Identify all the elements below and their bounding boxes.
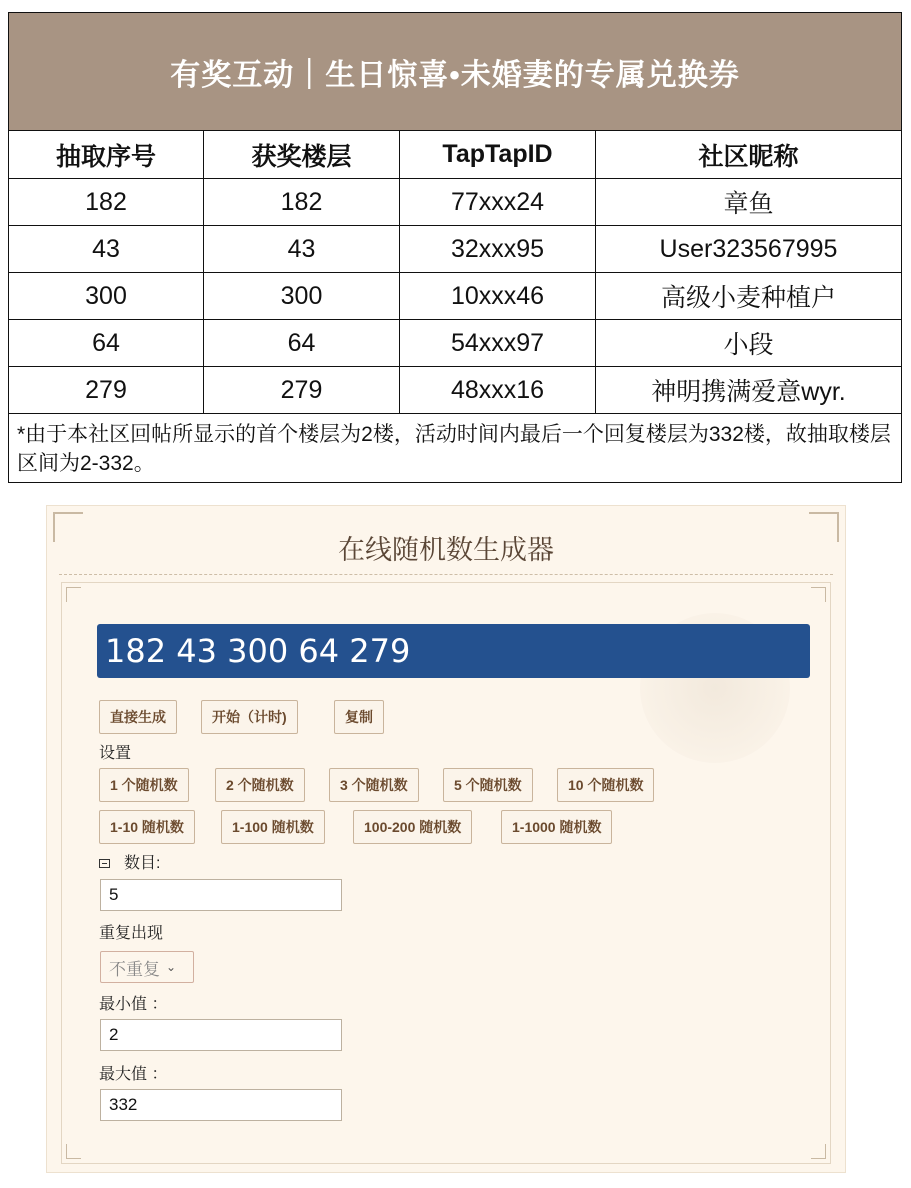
- range-1-10-button[interactable]: 1-10 随机数: [99, 810, 195, 844]
- table-cell: 43: [9, 226, 204, 273]
- table-cell: 章鱼: [596, 179, 901, 226]
- settings-label: 设置: [99, 745, 132, 762]
- winners-table: [8, 12, 902, 483]
- header-nickname: 社区昵称: [596, 131, 901, 179]
- table-cell: 高级小麦种植户: [596, 273, 901, 320]
- table-cell: 300: [204, 273, 400, 320]
- table-cell: 48xxx16: [400, 367, 596, 414]
- title-divider: [59, 574, 833, 575]
- table-cell: User323567995: [596, 226, 901, 273]
- table-cell: 279: [9, 367, 204, 414]
- generator-title: 在线随机数生成器: [338, 535, 554, 565]
- table-cell: 182: [9, 179, 204, 226]
- header-taptap-id: TapTapID: [400, 131, 596, 179]
- list-icon: [99, 859, 110, 868]
- count-label-row: [99, 850, 160, 873]
- table-cell: 10xxx46: [400, 273, 596, 320]
- range-1-100-button[interactable]: 1-100 随机数: [221, 810, 325, 844]
- table-cell: 32xxx95: [400, 226, 596, 273]
- start-timed-button[interactable]: 开始（计时): [201, 700, 298, 734]
- table-cell: 64: [204, 320, 400, 367]
- header-floor: 获奖楼层: [204, 131, 400, 179]
- table-cell: 64: [9, 320, 204, 367]
- max-input[interactable]: 332: [100, 1089, 342, 1121]
- table-banner: [9, 13, 901, 131]
- table-cell: 77xxx24: [400, 179, 596, 226]
- corner-ornament: [811, 587, 826, 602]
- corner-ornament: [811, 1144, 826, 1159]
- repeat-select[interactable]: [100, 951, 194, 983]
- max-label: 最大值 ：: [99, 1066, 168, 1083]
- repeat-label: 重复出现: [99, 925, 164, 942]
- min-input[interactable]: 2: [100, 1019, 342, 1051]
- preset-1-number-button[interactable]: 1 个随机数: [99, 768, 189, 802]
- min-label: 最小值 ：: [99, 996, 168, 1013]
- table-cell: 279: [204, 367, 400, 414]
- result-display: 182 43 300 64 279: [97, 624, 810, 678]
- table-cell: 神明携满爱意wyr.: [596, 367, 901, 414]
- generate-button[interactable]: 直接生成: [99, 700, 177, 734]
- table-cell: 43: [204, 226, 400, 273]
- corner-ornament: [66, 1144, 81, 1159]
- table-cell: 182: [204, 179, 400, 226]
- table-cell: 54xxx97: [400, 320, 596, 367]
- random-number-generator: [46, 505, 846, 1173]
- preset-10-numbers-button[interactable]: 10 个随机数: [557, 768, 654, 802]
- preset-3-numbers-button[interactable]: 3 个随机数: [329, 768, 419, 802]
- count-input[interactable]: 5: [100, 879, 342, 911]
- repeat-select-value: 不重复: [109, 959, 160, 979]
- chevron-down-icon: ⌄: [166, 960, 177, 974]
- range-1-1000-button[interactable]: 1-1000 随机数: [501, 810, 612, 844]
- range-100-200-button[interactable]: 100-200 随机数: [353, 810, 472, 844]
- table-grid: [9, 131, 901, 414]
- table-footnote: *由于本社区回帖所显示的首个楼层为2楼，活动时间内最后一个回复楼层为332楼，故抽取楼层区间为2-332。: [17, 423, 891, 475]
- corner-ornament: [66, 587, 81, 602]
- count-label: 数目:: [124, 855, 161, 872]
- preset-2-numbers-button[interactable]: 2 个随机数: [215, 768, 305, 802]
- copy-button[interactable]: 复制: [334, 700, 384, 734]
- preset-5-numbers-button[interactable]: 5 个随机数: [443, 768, 533, 802]
- header-draw-number: 抽取序号: [9, 131, 204, 179]
- table-cell: 300: [9, 273, 204, 320]
- table-title: 有奖互动｜生日惊喜•未婚妻的专属兑换券: [170, 58, 740, 92]
- table-cell: 小段: [596, 320, 901, 367]
